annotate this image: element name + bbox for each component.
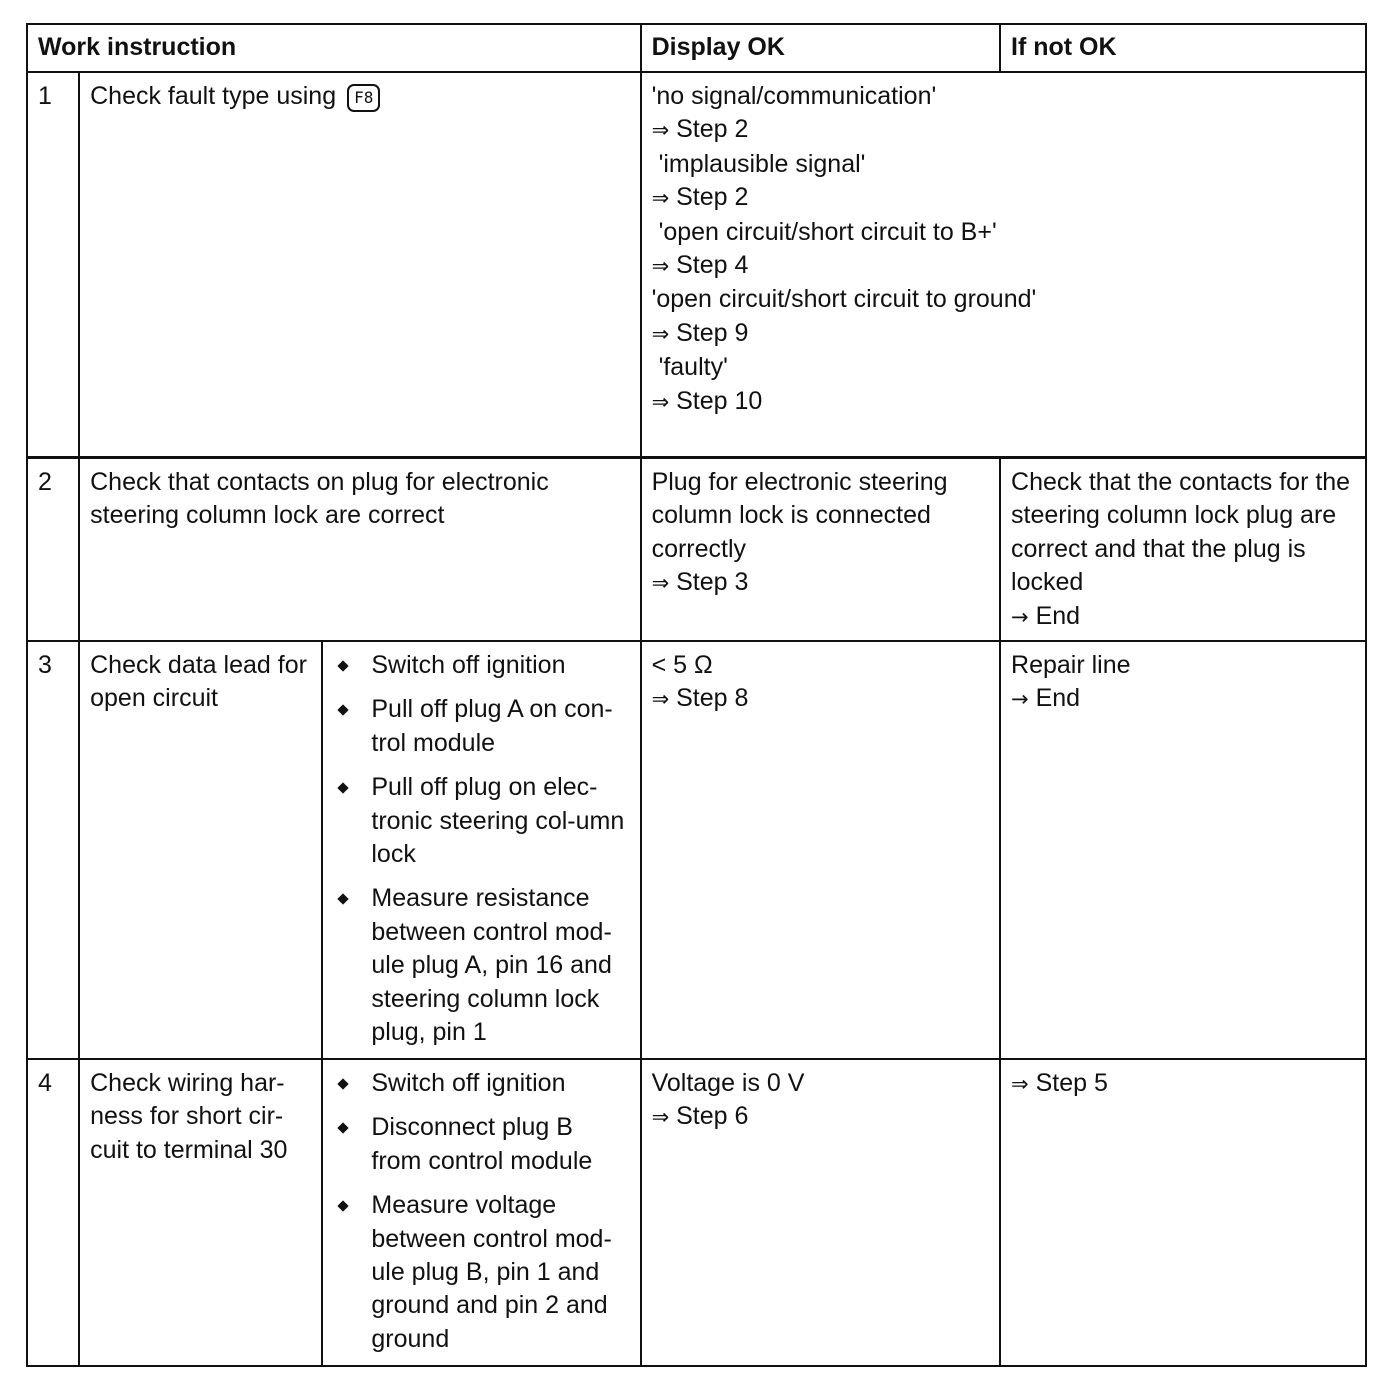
double-arrow-icon: ⇒ — [651, 186, 670, 211]
display-ok-line: 'no signal/communication' — [651, 82, 937, 110]
instruction-text: Check fault type using — [90, 82, 337, 110]
display-ok-line: ⇒ Step 2 — [651, 183, 749, 212]
step-number: 4 — [27, 1059, 79, 1366]
double-arrow-icon: ⇒ — [651, 254, 670, 279]
f8-key-icon: F8 — [347, 84, 380, 112]
table-row — [27, 1059, 1366, 1366]
instruction-cell — [79, 458, 640, 642]
display-ok-text: < 5 Ω — [651, 651, 713, 680]
instruction-cell — [79, 1059, 322, 1366]
display-ok-cell — [641, 72, 1366, 458]
display-ok-line: ⇒ Step 10 — [651, 386, 763, 415]
table-row — [27, 458, 1366, 642]
instruction-cell — [79, 641, 322, 1059]
diamond-bullet-icon — [338, 1123, 349, 1134]
table-row — [27, 72, 1366, 458]
diamond-bullet-icon — [338, 705, 349, 716]
double-arrow-icon: ⇒ — [651, 389, 670, 414]
double-arrow-icon: ⇒ — [651, 1105, 670, 1130]
instruction-cell — [79, 72, 640, 458]
diamond-bullet-icon — [338, 660, 349, 671]
not-ok-line: → End — [1011, 601, 1081, 630]
header-display-ok: Display OK — [641, 24, 1000, 72]
display-ok-line: 'implausible signal' — [658, 149, 866, 178]
display-ok-cell — [641, 1059, 1000, 1366]
double-arrow-icon: ⇒ — [651, 687, 670, 712]
display-ok-text: Plug for electronic steering column lock is connected correctly — [651, 468, 948, 563]
display-ok-line: ⇒ Step 8 — [651, 684, 749, 713]
instruction-text: Check wiring har-ness for short cir-cuit to terminal 30 — [90, 1069, 288, 1164]
list-item: Switch off ignition — [333, 1067, 629, 1100]
double-arrow-icon: ⇒ — [651, 118, 670, 143]
double-arrow-icon: ⇒ — [1011, 1072, 1029, 1097]
substep-list — [333, 1067, 629, 1356]
list-item: Disconnect plug B from control module — [333, 1111, 629, 1178]
not-ok-text: Check that the contacts for the steering column lock plug are correct and that the plug is locked — [1011, 468, 1351, 597]
diamond-bullet-icon — [338, 1201, 349, 1212]
not-ok-cell — [1000, 641, 1366, 1059]
display-ok-line: ⇒ Step 9 — [651, 318, 749, 347]
step-number: 2 — [27, 458, 79, 642]
diamond-bullet-icon — [338, 894, 349, 905]
double-arrow-icon: ⇒ — [651, 321, 670, 346]
substeps-cell — [322, 641, 640, 1059]
display-ok-line: 'faulty' — [658, 353, 728, 382]
display-ok-cell — [641, 458, 1000, 642]
list-item: Switch off ignition — [333, 649, 629, 682]
header-work-instruction: Work instruction — [27, 24, 641, 72]
header-row — [27, 24, 1366, 72]
list-item: Measure voltage between control mod-ule plug B, pin 1 and ground and pin 2 and ground — [333, 1189, 629, 1356]
not-ok-cell — [1000, 1059, 1366, 1366]
not-ok-line: → End — [1011, 684, 1081, 713]
header-if-not-ok: If not OK — [1000, 24, 1366, 72]
diamond-bullet-icon — [338, 783, 349, 794]
step-number: 1 — [27, 72, 79, 458]
display-ok-line: ⇒ Step 2 — [651, 115, 749, 144]
display-ok-text: Voltage is 0 V — [651, 1069, 805, 1098]
list-item: Pull off plug on elec-tronic steering col-umn lock — [333, 771, 629, 871]
not-ok-cell — [1000, 458, 1366, 642]
display-ok-line: ⇒ Step 3 — [651, 568, 749, 597]
substep-list — [333, 649, 629, 1049]
display-ok-line: ⇒ Step 6 — [651, 1102, 749, 1131]
instruction-text: Check that contacts on plug for electronic steering column lock are correct — [90, 468, 549, 530]
display-ok-line: 'open circuit/short circuit to ground' — [651, 285, 1037, 314]
double-arrow-icon: ⇒ — [651, 571, 670, 596]
display-ok-line: 'open circuit/short circuit to B+' — [658, 217, 997, 246]
substeps-cell — [322, 1059, 640, 1366]
instruction-text: Check data lead for open circuit — [90, 651, 307, 713]
step-number: 3 — [27, 641, 79, 1059]
display-ok-line: ⇒ Step 4 — [651, 251, 749, 280]
table-row — [27, 641, 1366, 1059]
arrow-right-icon: → — [1011, 687, 1029, 712]
not-ok-text: Repair line — [1011, 651, 1131, 680]
arrow-right-icon: → — [1011, 604, 1029, 629]
not-ok-line: ⇒ Step 5 — [1011, 1069, 1108, 1098]
display-ok-cell — [641, 641, 1000, 1059]
work-instruction-table — [26, 23, 1367, 1367]
list-item: Measure resistance between control mod-ule plug A, pin 16 and steering column lock plug, pin 1 — [333, 882, 629, 1049]
list-item: Pull off plug A on con-trol module — [333, 693, 629, 760]
diamond-bullet-icon — [338, 1078, 349, 1089]
